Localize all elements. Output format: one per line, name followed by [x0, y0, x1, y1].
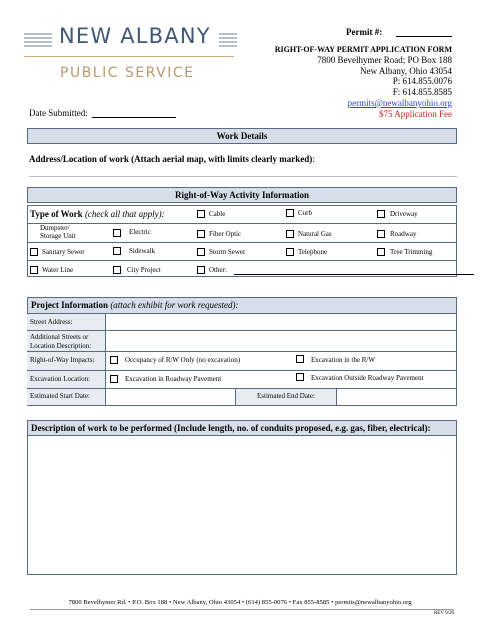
project-info-note: (attach exhibit for work requested):: [110, 300, 239, 310]
dumpster-label-line-1: Dumpster/: [40, 224, 70, 232]
sidewalk-checkbox[interactable]: [113, 247, 121, 255]
roadway-label: Roadway: [390, 230, 417, 238]
logo-bars-left: [24, 33, 52, 49]
address-label-colon: :: [312, 154, 315, 164]
natural-gas-checkbox[interactable]: [286, 230, 294, 238]
footer-contact: 7800 Bevelhymer Rd. • P.O. Box 188 • New Albany, Ohio 43054 • (614) 855-0076 • Fax 855-8585 • permits@newalbanyohio.org: [68, 599, 412, 606]
excavation-rw-checkbox[interactable]: [296, 355, 304, 363]
additional-streets-field[interactable]: [107, 331, 456, 351]
permit-number-field[interactable]: [396, 36, 452, 37]
cable-label: Cable: [209, 210, 226, 218]
form-title: RIGHT-OF-WAY PERMIT APPLICATION FORM: [274, 45, 452, 54]
cable-checkbox[interactable]: [197, 210, 205, 218]
sanitary-sewer-label: Sanitary Sewer: [42, 248, 85, 256]
header-address-2: New Albany, Ohio 43054: [360, 66, 452, 76]
dumpster-label-line-2: Storage Unit: [40, 232, 76, 240]
work-details-header: Work Details: [27, 128, 457, 144]
type-of-work-label: [30, 209, 165, 219]
footer-rule: [30, 609, 454, 610]
date-submitted-field[interactable]: [92, 117, 176, 118]
tree-trimming-label: Tree Trimming: [390, 248, 433, 256]
end-date-label: Estimated End Date:: [235, 389, 337, 405]
application-fee: $75 Application Fee: [379, 109, 452, 119]
address-label: [29, 154, 315, 164]
street-address-label: Street Address:: [27, 314, 106, 330]
description-field[interactable]: [28, 437, 456, 574]
curb-checkbox[interactable]: [286, 209, 294, 217]
additional-streets-line-2: Location Description:: [30, 342, 92, 350]
fiber-optic-checkbox[interactable]: [197, 230, 205, 238]
excavation-pavement-checkbox[interactable]: [110, 375, 118, 383]
roadway-checkbox[interactable]: [377, 230, 385, 238]
other-field[interactable]: [234, 274, 474, 275]
logo-name: NEW ALBANY: [59, 24, 211, 48]
storm-sewer-label: Storm Sewer: [209, 248, 246, 256]
sidewalk-label: Sidewalk: [129, 247, 156, 255]
tree-trimming-checkbox[interactable]: [377, 248, 385, 256]
row-impacts-label: Right-of-Way Impacts:: [27, 352, 106, 370]
project-info-header: [27, 297, 457, 314]
storm-sewer-checkbox[interactable]: [197, 248, 205, 256]
natural-gas-label: Natural Gas: [298, 230, 332, 238]
other-label: Other:: [209, 266, 227, 274]
address-field[interactable]: [29, 176, 457, 177]
excavation-pavement-label: Excavation in Roadway Pavement: [125, 375, 222, 383]
project-info-title: Project Information: [31, 300, 109, 310]
driveway-checkbox[interactable]: [377, 210, 385, 218]
occupancy-checkbox[interactable]: [110, 356, 118, 364]
type-of-work-note: (check all that apply):: [84, 209, 165, 219]
excavation-outside-label: Excavation Outside Roadway Pavement: [311, 374, 424, 382]
activity-header: Right-of-Way Activity Information: [27, 187, 457, 203]
activity-row-divider-3: [27, 260, 457, 261]
excavation-location-label: Excavation Location:: [27, 371, 106, 388]
header-email-link[interactable]: permits@newalbanyohio.org: [347, 98, 452, 108]
sanitary-sewer-checkbox[interactable]: [30, 248, 38, 256]
telephone-label: Telephone: [298, 248, 328, 256]
description-header: Description of work to be performed (Include length, no. of conduits proposed, e.g. gas, fiber, electrical):: [27, 420, 457, 436]
type-of-work-text: Type of Work: [30, 209, 83, 219]
logo-subtitle: PUBLIC SERVICE: [60, 65, 195, 81]
date-submitted-label: Date Submitted:: [29, 108, 88, 118]
header-fax: F: 614.855.8585: [392, 87, 452, 97]
dumpster-label: [40, 224, 76, 240]
header-address-1: 7800 Bevelhymer Road; PO Box 188: [317, 55, 452, 65]
end-date-field[interactable]: [338, 389, 456, 405]
curb-label: Curb: [298, 209, 312, 217]
address-label-text: Address/Location of work (Attach aerial map, with limits clearly marked): [29, 154, 313, 164]
fiber-optic-label: Fiber Optic: [209, 230, 242, 238]
logo-bars-right: [219, 33, 237, 49]
excavation-outside-checkbox[interactable]: [296, 373, 304, 381]
street-address-field[interactable]: [107, 314, 456, 330]
other-checkbox[interactable]: [197, 266, 205, 274]
water-line-label: Water Line: [42, 266, 74, 274]
permit-number-label: Permit #:: [346, 27, 383, 37]
water-line-checkbox[interactable]: [30, 266, 38, 274]
additional-streets-line-1: Additional Streets or: [30, 333, 89, 341]
city-project-label: City Project: [127, 266, 161, 274]
header-phone: P: 614.855.0076: [392, 76, 452, 86]
city-project-checkbox[interactable]: [113, 266, 121, 274]
revision-label: REV 9/26: [433, 611, 454, 616]
excavation-rw-label: Excavation in the R/W: [311, 356, 375, 364]
logo-rule: [24, 56, 234, 57]
activity-row-divider-2: [27, 242, 457, 243]
electric-checkbox[interactable]: [113, 229, 121, 237]
start-date-label: Estimated Start Date:: [27, 389, 106, 405]
activity-row-divider-1: [27, 223, 457, 224]
electric-label: Electric: [129, 228, 151, 236]
occupancy-label: Occupancy of R/W Only (no excavation): [125, 356, 241, 364]
start-date-field[interactable]: [107, 389, 235, 405]
driveway-label: Driveway: [390, 210, 418, 218]
telephone-checkbox[interactable]: [286, 248, 294, 256]
additional-streets-label: [27, 331, 106, 351]
